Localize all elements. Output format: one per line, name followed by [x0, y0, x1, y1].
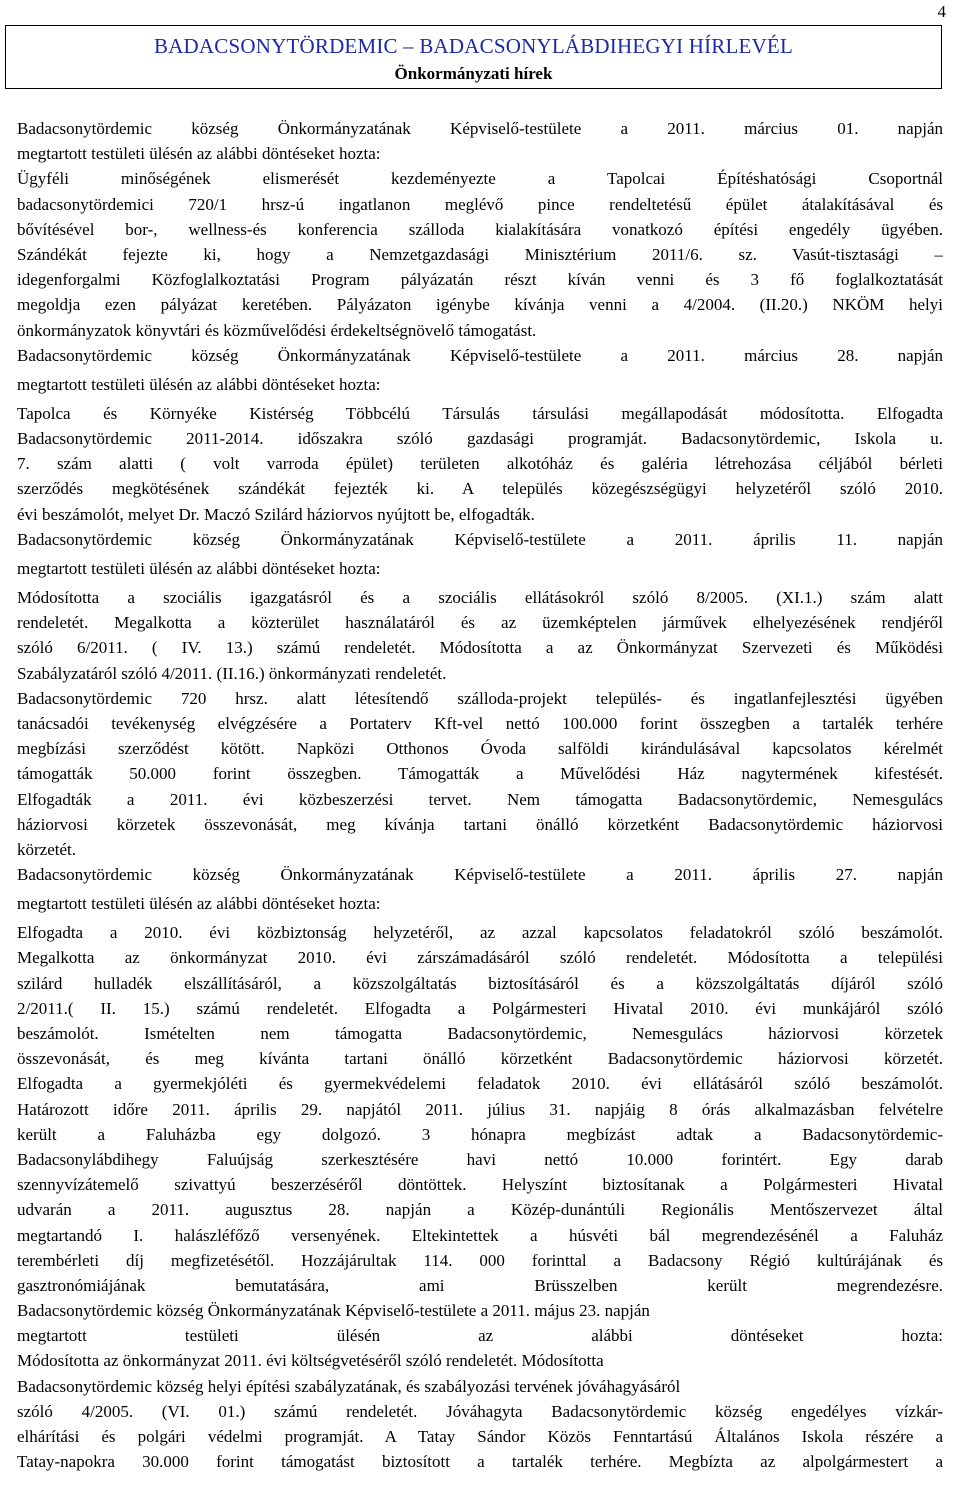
text-line: Tatay-napokra 30.000 forint támogatást biztosított a tartalék terhére. Megbízta az alpolgármestert a	[17, 1452, 943, 1472]
text-line: szóló 6/2011. ( IV. 13.) számú rendeletét. Módosította a az Önkormányzat Szervezeti és Működési	[17, 638, 943, 658]
text-line: megtartandó I. halászléfőző versenyének. Eltekintettek a húsvéti bál megrendezésénél a Faluház	[17, 1225, 943, 1245]
text-line: háziorvosi körzetek összevonását, meg kívánja tartani önálló körzetként Badacsonytördemic háziorvosi	[17, 814, 943, 834]
text-line: Badacsonytördemic 2011-2014. időszakra szóló gazdasági programját. Badacsonytördemic, Iskola u.	[17, 429, 943, 449]
text-line: Tapolca és Környéke Kistérség Többcélú Társulás társulási megállapodását módosította. Elfogadta	[17, 403, 943, 423]
text-line: terembérleti díj megfizetésétől. Hozzájárultak 114. 000 forinttal a Badacsony Régió kultúrájának és	[17, 1250, 943, 1270]
text-line: önkormányzatok könyvtári és közművelődési érdekeltségnövelő támogatást.	[17, 320, 537, 340]
text-line: Badacsonylábdihegy Faluújság szerkesztésére havi nettó 10.000 forintért. Egy darab	[17, 1149, 943, 1169]
text-line: Határozott időre 2011. április 29. napjától 2011. július 31. napjáig 8 órás alkalmazásban felvételre	[17, 1099, 943, 1119]
meeting-heading-april-27: Badacsonytördemic község Önkormányzatának Képviselő-testülete a 2011. április 27. napján	[17, 865, 943, 885]
text-line: Badacsonytördemic község helyi építési szabályzatának, és szabályozási tervének jóváhagyásáról	[17, 1376, 681, 1396]
text-line: 7. szám alatti ( volt varroda épület) területen alkotóház és galéria létrehozása céljából bérleti	[17, 454, 943, 474]
text-line: tanácsadói tevékenység elvégzésére a Portaterv Kft-vel nettó 100.000 forint összegben a tartalék terhére	[17, 713, 943, 733]
text-line: megoldja ezen pályázat keretében. Pályázaton igénybe kívánja venni a 4/2004. (II.20.) NKÖM helyi	[17, 295, 943, 315]
text-line: évi beszámolót, melyet Dr. Maczó Szilárd háziorvos nyújtott be, elfogadták.	[17, 504, 535, 524]
text-line: megtartott testületi ülésén az alábbi döntéseket hozta:	[17, 374, 381, 394]
text-line: Badacsonytördemic 720 hrsz. alatt létesítendő szálloda-projekt település- és ingatlanfejlesztési ügyében	[17, 688, 943, 708]
text-line: körzetét.	[17, 839, 76, 859]
text-line: gasztronómiájának bemutatására, ami Brüsszelben került megrendezésre.	[17, 1275, 943, 1295]
text-line: Elfogadták a 2011. évi közbeszerzési tervet. Nem támogatta Badacsonytördemic, Nemesgulács	[17, 789, 943, 809]
page-number: 4	[937, 2, 946, 21]
section-title: Önkormányzati hírek	[394, 64, 553, 83]
text-line: szerződés megkötésének szándékát fejezték ki. A település közegészségügyi helyzetéről szóló 2010.	[17, 479, 943, 499]
text-line: szóló 4/2005. (VI. 01.) számú rendeletét. Jóváhagyta Badacsonytördemic község engedélyes vízkár-	[17, 1401, 943, 1421]
article-body	[17, 116, 943, 1500]
text-line: megtartott testületi ülésén az alábbi döntéseket hozta:	[17, 144, 381, 164]
text-line: bővítésével bor-, wellness-és konferencia szálloda kialakítására vonatkozó építési engedély ügyében.	[17, 219, 943, 239]
text-line: megtartott testületi ülésén az alábbi döntéseket hozta:	[17, 894, 381, 914]
meeting-heading-march-28: Badacsonytördemic község Önkormányzatának Képviselő-testülete a 2011. március 28. napján	[17, 345, 943, 365]
newsletter-title: BADACSONYTÖRDEMIC – BADACSONYLÁBDIHEGYI HÍRLEVÉL	[153, 34, 793, 58]
text-line: 2/2011.( II. 15.) számú rendeletét. Elfogadta a Polgármesteri Hivatal 2010. évi munkájáról szóló	[17, 998, 943, 1018]
meeting-heading-march-01: Badacsonytördemic község Önkormányzatának Képviselő-testülete a 2011. március 01. napján	[17, 119, 943, 138]
text-line: került a Faluházba egy dolgozó. 3 hónapra megbízást adtak a Badacsonytördemic-	[17, 1124, 943, 1144]
text-line: beszámolót. Ismételten nem támogatta Badacsonytördemic, Nemesgulács háziorvosi körzetek	[17, 1024, 943, 1043]
newsletter-masthead	[5, 25, 942, 89]
text-line: badacsonytördemici 720/1 hrsz-ú ingatlanon meglévő pince rendeltetésű épület átalakításával és	[17, 194, 943, 214]
text-line: Módosította a szociális igazgatásról és a szociális ellátásokról szóló 8/2005. (XI.1.) szám alatt	[17, 588, 943, 607]
text-line: támogatták 50.000 forint összegben. Támogatták a Művelődési Ház nagytermének kifestését.	[17, 764, 943, 784]
text-line: Szándékát fejezte ki, hogy a Nemzetgazdasági Minisztérium 2011/6. sz. Vasút-tisztasági –	[17, 244, 943, 264]
text-line: szilárd hulladék elszállításáról, a közszolgáltatás biztosításáról és a közszolgáltatás díjáról szóló	[17, 973, 943, 993]
text-line: Elfogadta a gyermekjóléti és gyermekvédelemi feladatok 2010. évi ellátásáról szóló beszámolót.	[17, 1074, 943, 1094]
text-line: Elfogadta a 2010. évi közbiztonság helyzetéről, az azzal kapcsolatos feladatokról szóló beszámolót.	[17, 923, 943, 943]
text-line: szennyvízátemelő szivattyú beszerzéséről döntöttek. Helyszínt biztosítanak a Polgármesteri Hivatal	[17, 1175, 943, 1195]
text-line: Megalkotta az önkormányzat 2010. évi zárszámadásáról szóló rendeletét. Módosította a települési	[17, 948, 943, 968]
text-line: Ügyféli minőségének elismerését kezdeményezte a Tapolcai Építéshatósági Csoportnál	[17, 169, 943, 189]
text-line: Badacsonytördemic község Önkormányzatának Képviselő-testülete a 2011. május 23. napján	[17, 1301, 650, 1321]
meeting-heading-april-11: Badacsonytördemic község Önkormányzatának Képviselő-testülete a 2011. április 11. napján	[17, 529, 943, 549]
text-line: Módosította az önkormányzat 2011. évi költségvetéséről szóló rendeletét. Módosította	[17, 1351, 604, 1371]
meeting-heading-may-23: megtartott testületi ülésén az alábbi döntéseket hozta:	[17, 1326, 943, 1346]
text-line: Szabályzatáról szóló 4/2011. (II.16.) önkormányzati rendeletét.	[17, 663, 447, 683]
text-line: rendeletét. Megalkotta a közterület használatáról és az üzemképtelen járművek elhelyezésének rendjéről	[17, 613, 943, 633]
text-line: udvarán a 2011. augusztus 28. napján a Közép-dunántúli Regionális Mentőszervezet által	[17, 1200, 943, 1220]
text-line	[17, 1474, 943, 1499]
text-line: elhárítási és polgári védelmi programját. A Tatay Sándor Közös Fenntartású Általános Iskola részére a	[17, 1427, 943, 1446]
text-line: megbízási szerződést kötött. Napközi Otthonos Óvoda salföldi kirándulásával kapcsolatos kérelmét	[17, 739, 943, 759]
text-line: idegenforgalmi Közfoglalkoztatási Program pályázatán részt kíván venni és 3 fő foglalkoztatását	[17, 270, 943, 290]
text-line: megtartott testületi ülésén az alábbi döntéseket hozta:	[17, 559, 381, 578]
text-line: összevonását, és meg kívánta tartani önálló körzetként Badacsonytördemic háziorvosi körzetét.	[17, 1049, 943, 1069]
